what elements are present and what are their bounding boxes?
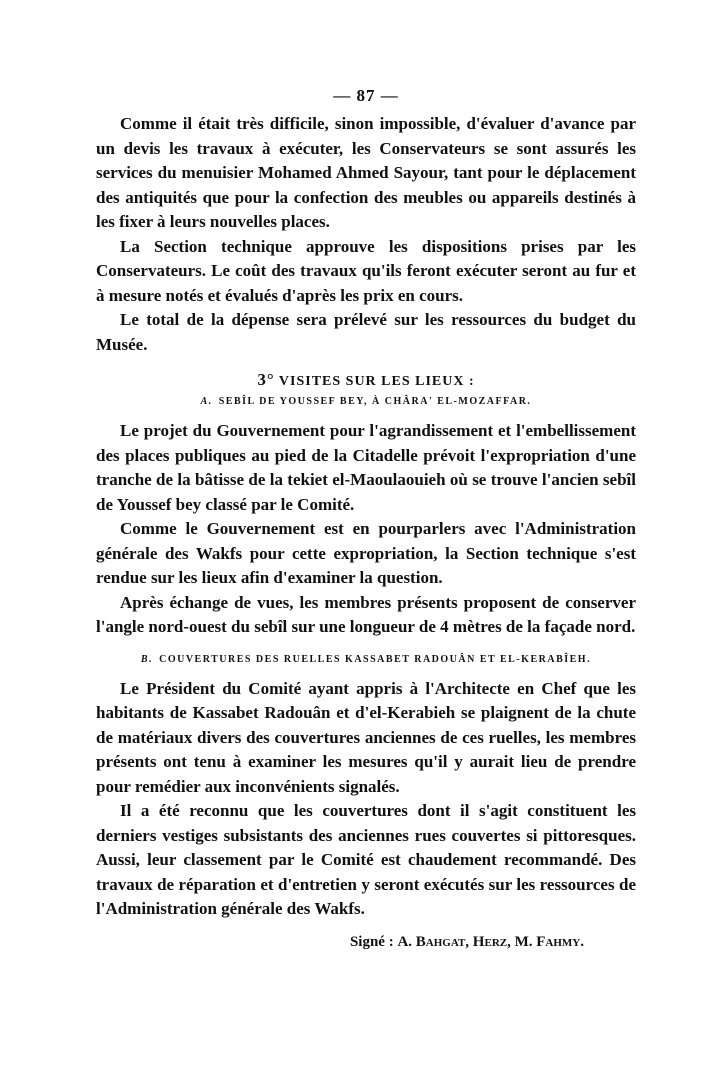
signature-names: A. Bahgat, Herz, M. Fahmy. xyxy=(397,933,584,950)
paragraph-b-1: Le Président du Comité ayant appris à l'Architecte en Chef que les habitants de Kassabet Radouân et d'el-Kerabieh se plaignent de la chute de matériaux divers des couvertures anciennes de ces ruelles, les membres présents ont tenu à examiner les mesures qu'il y aurait lieu de prendre pour remédier aux inconvénients signalés. xyxy=(96,678,636,796)
section-number: 3° xyxy=(257,370,275,389)
paragraph-a-1: Le projet du Gouvernement pour l'agrandissement et l'embellissement des places publiques au pied de la Citadelle prévoit l'expropriation d'une tranche de la bâtisse de la tekiet el-Maoulaouieh où se trouve l'ancien sebîl de Youssef bey classé par le Comité. xyxy=(96,421,636,514)
paragraph-b-2: Il a été reconnu que les couvertures dont il s'agit constituent les derniers vestiges subsistants des anciennes rues couvertes si pittoresques. Aussi, leur classement par le Comité est chaudement recommandé. Des travaux de réparation et d'entretien y seront exécutés sur les ressources de l'Administration générale des Wakfs. xyxy=(96,801,636,918)
subsection-letter-a: A. xyxy=(200,396,213,407)
subsection-title-a: SEBÎL DE YOUSSEF BEY, À CHÂRA' EL-MOZAFFAR. xyxy=(218,396,532,407)
signature-line xyxy=(96,934,636,951)
paragraph-intro-3: Le total de la dépense sera prélevé sur les ressources du budget du Musée. xyxy=(96,310,636,354)
subsection-heading-a xyxy=(96,396,636,407)
paragraph-a-2: Comme le Gouvernement est en pourparlers avec l'Administration générale des Wakfs pour cette expropriation, la Section technique s'est rendue sur les lieux afin d'examiner la question. xyxy=(96,519,636,587)
subsection-letter-b: B. xyxy=(140,653,154,665)
paragraph-intro-1: Comme il était très difficile, sinon impossible, d'évaluer d'avance par un devis les travaux à exécuter, les Conservateurs se sont assurés les services du menuisier Mohamed Ahmed Sayour, tant pour le déplacement des antiquités que pour la confection des meubles ou appareils destinés à les fixer à leurs nouvelles places. xyxy=(96,114,636,231)
paragraph-a-3: Après échange de vues, les membres présents proposent de conserver l'angle nord-ouest du sebîl sur une longueur de 4 mètres de la façade nord. xyxy=(96,592,636,636)
signature-label: Signé : xyxy=(349,933,394,950)
document-page xyxy=(96,86,636,951)
paragraph-intro-2: La Section technique approuve les dispositions prises par les Conservateurs. Le coût des travaux qu'ils feront exécuter seront au fur et à mesure notés et évalués d'après les prix en cours. xyxy=(96,236,636,305)
page-number: — 87 — xyxy=(333,86,399,105)
section-title: VISITES SUR LES LIEUX : xyxy=(278,374,475,389)
subsection-title-b: COUVERTURES DES RUELLES KASSABET RADOUÂN ET EL-KERABÎEH. xyxy=(159,653,592,665)
subsection-heading-b xyxy=(96,654,636,665)
section-heading-3 xyxy=(96,370,636,390)
